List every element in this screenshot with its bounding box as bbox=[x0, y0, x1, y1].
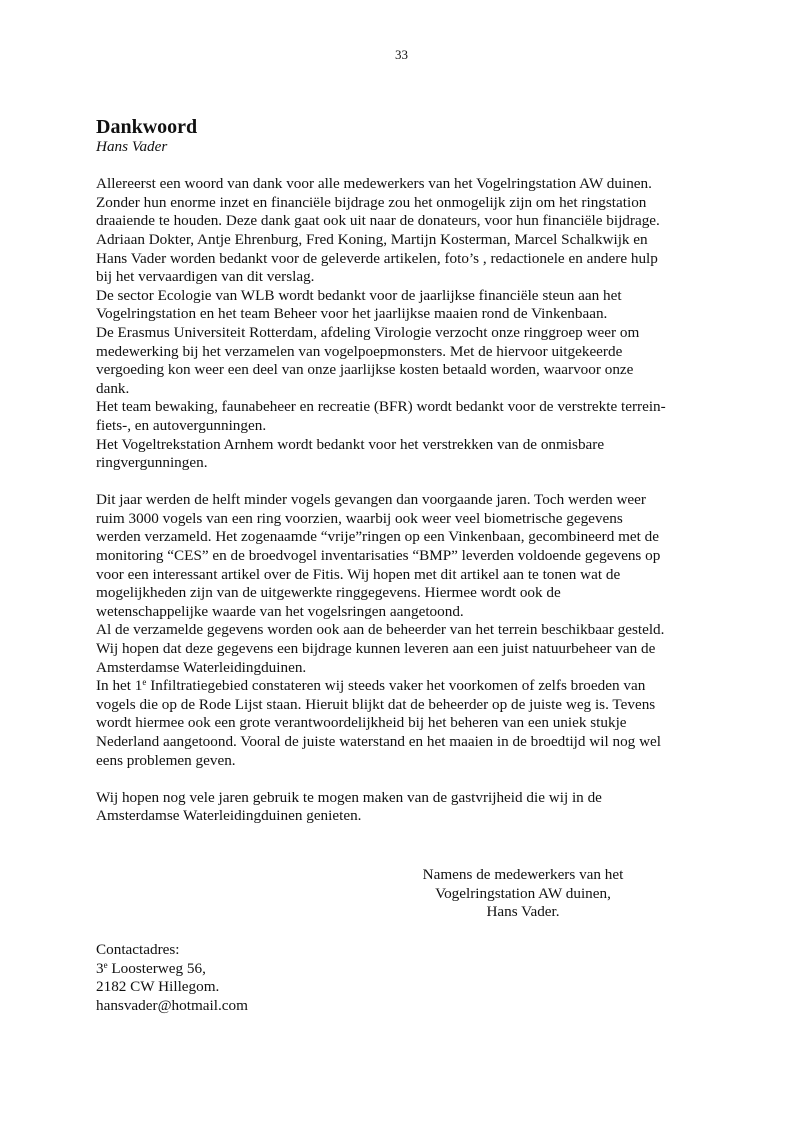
text-line: draaiende te houden. Deze dank gaat ook uit naar de donateurs, voor hun financiële bijdrage. bbox=[96, 212, 660, 230]
text-line: Wij hopen nog vele jaren gebruik te mogen maken van de gastvrijheid die wij in de bbox=[96, 788, 602, 806]
contact-email: hansvader@hotmail.com bbox=[96, 996, 248, 1014]
ordinal-superscript: e bbox=[103, 959, 108, 970]
text-line: wordt hiermee ook een grote verantwoordelijkheid bij het beheren van een uniek stukje bbox=[96, 714, 627, 732]
paragraph-closing bbox=[96, 789, 736, 826]
text-line: Nederland aangetoond. Vooral de juiste waterstand en het maaien in de broedtijd wil nog wel bbox=[96, 733, 662, 750]
signature-line: Namens de medewerkers van het bbox=[422, 866, 624, 883]
paragraph-spacer bbox=[96, 770, 736, 789]
text-line: ruim 3000 vogels van een ring voorzien, waarbij ook weer veel biometrische gegevens bbox=[96, 509, 623, 527]
text-line: bij het vervaardigen van dit verslag. bbox=[96, 268, 315, 286]
article-title: Dankwoord bbox=[96, 116, 198, 138]
paragraph-spacer bbox=[96, 473, 736, 492]
text-line: Wij hopen dat deze gegevens een bijdrage kunnen leveren aan een juist natuurbeheer van de bbox=[96, 640, 656, 658]
text-fragment: Loosterweg 56, bbox=[107, 959, 206, 977]
text-fragment: Infiltratiegebied constateren wij steeds vaker het voorkomen of zelfs broeden van bbox=[146, 677, 646, 695]
text-line bbox=[96, 677, 736, 696]
contact-heading: Contactadres: bbox=[96, 941, 180, 958]
text-fragment: 3 bbox=[96, 959, 104, 977]
signature-line: Vogelringstation AW duinen, bbox=[435, 884, 611, 902]
text-line: Hans Vader worden bedankt voor de geleverde artikelen, foto’s , redactionele en andere hulp bbox=[96, 249, 658, 267]
text-fragment: In het 1 bbox=[96, 677, 143, 695]
text-line: De Erasmus Universiteit Rotterdam, afdeling Virologie verzocht onze ringgroep weer om bbox=[96, 323, 640, 341]
paragraph-results bbox=[96, 491, 736, 770]
text-line: fiets-, en autovergunningen. bbox=[96, 416, 267, 434]
contact-block bbox=[96, 941, 248, 1015]
contact-street bbox=[96, 960, 248, 979]
paragraph-acknowledgements bbox=[96, 175, 736, 473]
text-line: Allereerst een woord van dank voor alle medewerkers van het Vogelringstation AW duinen. bbox=[96, 175, 652, 193]
text-line: Vogelringstation en het team Beheer voor het jaarlijkse maaien rond de Vinkenbaan. bbox=[96, 305, 608, 323]
ordinal-superscript: e bbox=[142, 677, 147, 688]
text-line: voor een interessant artikel over de Fitis. Wij hopen met dit artikel aan te tonen wat de bbox=[96, 565, 621, 583]
text-line: Al de verzamelde gegevens worden ook aan de beheerder van het terrein beschikbaar gesteld. bbox=[96, 621, 665, 639]
text-line: Dit jaar werden de helft minder vogels gevangen dan voorgaande jaren. Toch werden weer bbox=[96, 491, 646, 509]
page-number: 33 bbox=[395, 47, 408, 62]
text-line: Adriaan Dokter, Antje Ehrenburg, Fred Koning, Martijn Kosterman, Marcel Schalkwijk en bbox=[96, 230, 648, 248]
article-body bbox=[96, 116, 736, 826]
text-line: werden verzameld. Het zogenaamde “vrije”ringen op een Vinkenbaan, gecombineerd met de bbox=[96, 528, 660, 546]
signature-line: Hans Vader. bbox=[486, 903, 560, 921]
text-line: De sector Ecologie van WLB wordt bedankt voor de jaarlijkse financiële steun aan het bbox=[96, 286, 622, 304]
text-line: vergoeding kon weer een deel van onze jaarlijkse kosten betaald worden, waarvoor onze bbox=[96, 361, 634, 379]
text-line: monitoring “CES” en de broedvogel inventarisaties “BMP” leverden voldoende gegevens op bbox=[96, 547, 661, 565]
text-line: Amsterdamse Waterleidingduinen genieten. bbox=[96, 807, 362, 825]
text-line: wetenschappelijke waarde van het vogelsringen aangetoond. bbox=[96, 602, 464, 620]
text-line: medewerking bij het verzamelen van vogelpoepmonsters. Met de hiervoor uitgekeerde bbox=[96, 342, 623, 360]
text-line: vogels die op de Rode Lijst staan. Hieruit blijkt dat de beheerder op de juiste weg is. Tevens bbox=[96, 695, 656, 713]
text-line: mogelijkheden zijn van de uitgewerkte ringgegevens. Hiermee wordt ook de bbox=[96, 584, 561, 602]
text-line: Het Vogeltrekstation Arnhem wordt bedankt voor het verstrekken van de onmisbare bbox=[96, 435, 605, 453]
text-line: Het team bewaking, faunabeheer en recreatie (BFR) wordt bedankt voor de verstrekte terrein- bbox=[96, 398, 666, 416]
text-line: Zonder hun enorme inzet en financiële bijdrage zou het onmogelijk zijn om het ringstation bbox=[96, 193, 647, 211]
article-author: Hans Vader bbox=[96, 138, 168, 155]
text-line: Amsterdamse Waterleidingduinen. bbox=[96, 658, 307, 676]
contact-city: 2182 CW Hillegom. bbox=[96, 978, 220, 996]
text-line: eens problemen geven. bbox=[96, 751, 236, 769]
text-line: dank. bbox=[96, 379, 130, 397]
signature-block bbox=[408, 866, 638, 922]
text-line: ringvergunningen. bbox=[96, 454, 208, 472]
